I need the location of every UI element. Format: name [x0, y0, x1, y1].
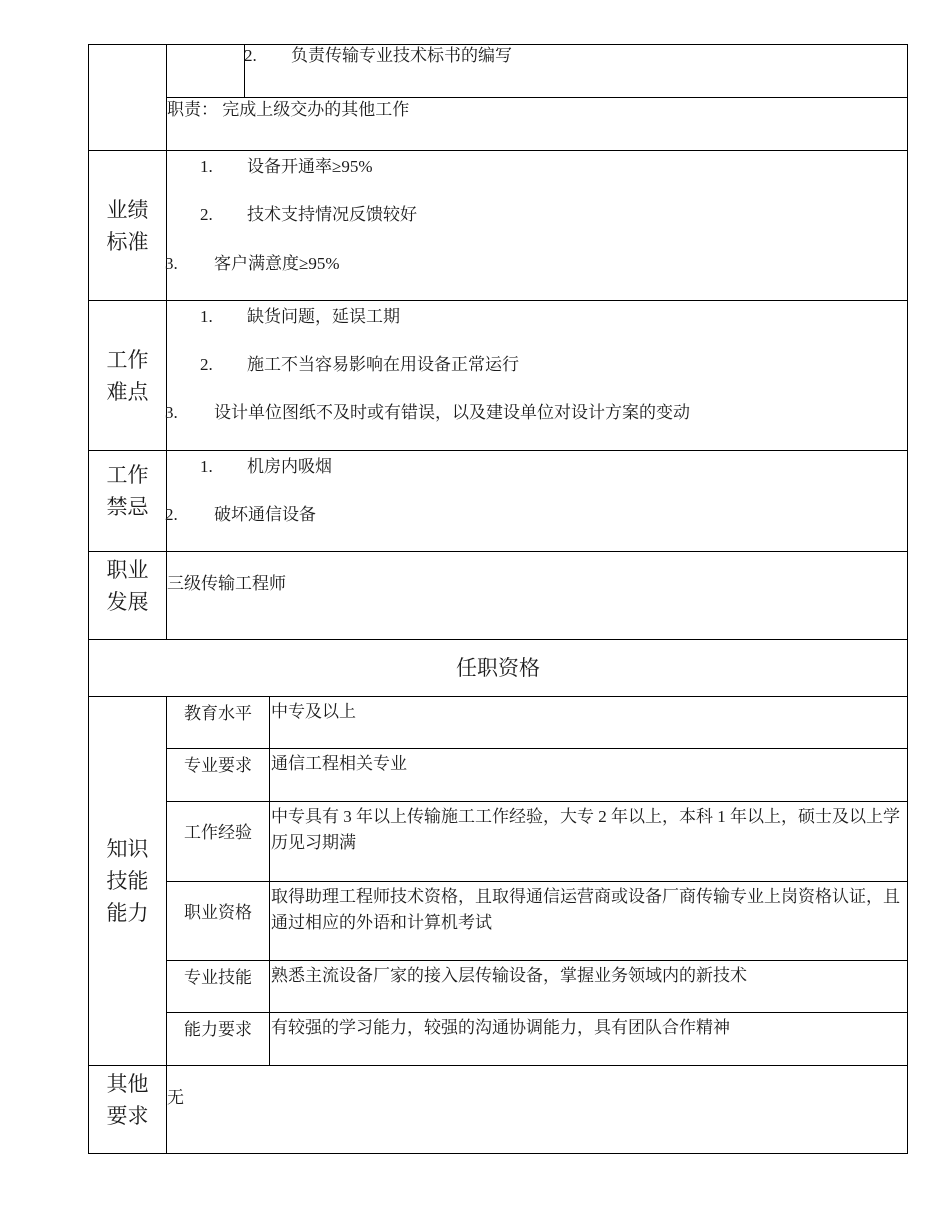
knowledge-sublabel: 专业技能: [167, 961, 270, 1013]
item-text: 负责传输专业技术标书的编写: [291, 46, 512, 65]
responsibility-item-cell: [245, 45, 908, 98]
performance-row: [89, 151, 908, 301]
other-value: 无: [167, 1066, 908, 1154]
list-item: 2. 施工不当容易影响在用设备正常运行: [200, 355, 519, 374]
list-item: 3. 设计单位图纸不及时或有错误，以及建设单位对设计方案的变动: [165, 403, 690, 422]
career-value: 三级传输工程师: [167, 552, 908, 640]
job-description-table: [88, 44, 908, 1154]
difficulties-row: [89, 301, 908, 451]
list-item: 2. 破坏通信设备: [165, 505, 316, 524]
knowledge-row: [89, 1013, 908, 1066]
responsibility-label-cell: [89, 45, 167, 151]
qualification-title: 任职资格: [89, 640, 908, 697]
knowledge-row: [89, 882, 908, 961]
knowledge-sublabel: 教育水平: [167, 697, 270, 749]
difficulties-label: 工作 难点: [89, 301, 167, 451]
item-number: 2.: [244, 46, 257, 65]
taboos-label: 工作 禁忌: [89, 451, 167, 552]
knowledge-value: 中专及以上: [270, 697, 908, 749]
taboos-items: [167, 451, 908, 552]
other-label: 其他 要求: [89, 1066, 167, 1154]
other-row: [89, 1066, 908, 1154]
career-row: [89, 552, 908, 640]
list-item: 1. 设备开通率≥95%: [200, 157, 373, 176]
knowledge-sublabel: 工作经验: [167, 802, 270, 882]
knowledge-label: 知识 技能 能力: [89, 697, 167, 1066]
list-item: 2. 技术支持情况反馈较好: [200, 205, 417, 224]
knowledge-value: 熟悉主流设备厂家的接入层传输设备，掌握业务领域内的新技术: [270, 961, 908, 1013]
list-item: 3. 客户满意度≥95%: [165, 254, 340, 273]
knowledge-row: [89, 697, 908, 749]
qualification-title-row: [89, 640, 908, 697]
knowledge-row: [89, 961, 908, 1013]
knowledge-value: 通信工程相关专业: [270, 749, 908, 802]
career-label: 职业 发展: [89, 552, 167, 640]
responsibility-item-row: [89, 45, 908, 98]
list-item: 1. 缺货问题，延误工期: [200, 307, 400, 326]
other-duty-cell: 职责： 完成上级交办的其他工作: [167, 98, 908, 151]
list-item: 1. 机房内吸烟: [200, 457, 332, 476]
performance-label: 业绩 标准: [89, 151, 167, 301]
knowledge-sublabel: 专业要求: [167, 749, 270, 802]
knowledge-row: [89, 749, 908, 802]
knowledge-value: 中专具有 3 年以上传输施工工作经验，大专 2 年以上，本科 1 年以上，硕士及以上学历见习期满: [270, 802, 908, 882]
knowledge-value: 有较强的学习能力，较强的沟通协调能力，具有团队合作精神: [270, 1013, 908, 1066]
performance-items: [167, 151, 908, 301]
difficulties-items: [167, 301, 908, 451]
taboos-row: [89, 451, 908, 552]
other-duty-row: [89, 98, 908, 151]
knowledge-value: 取得助理工程师技术资格，且取得通信运营商或设备厂商传输专业上岗资格认证，且通过相应的外语和计算机考试: [270, 882, 908, 961]
responsibility-spacer-cell: [167, 45, 245, 98]
knowledge-sublabel: 能力要求: [167, 1013, 270, 1066]
knowledge-row: [89, 802, 908, 882]
knowledge-sublabel: 职业资格: [167, 882, 270, 961]
